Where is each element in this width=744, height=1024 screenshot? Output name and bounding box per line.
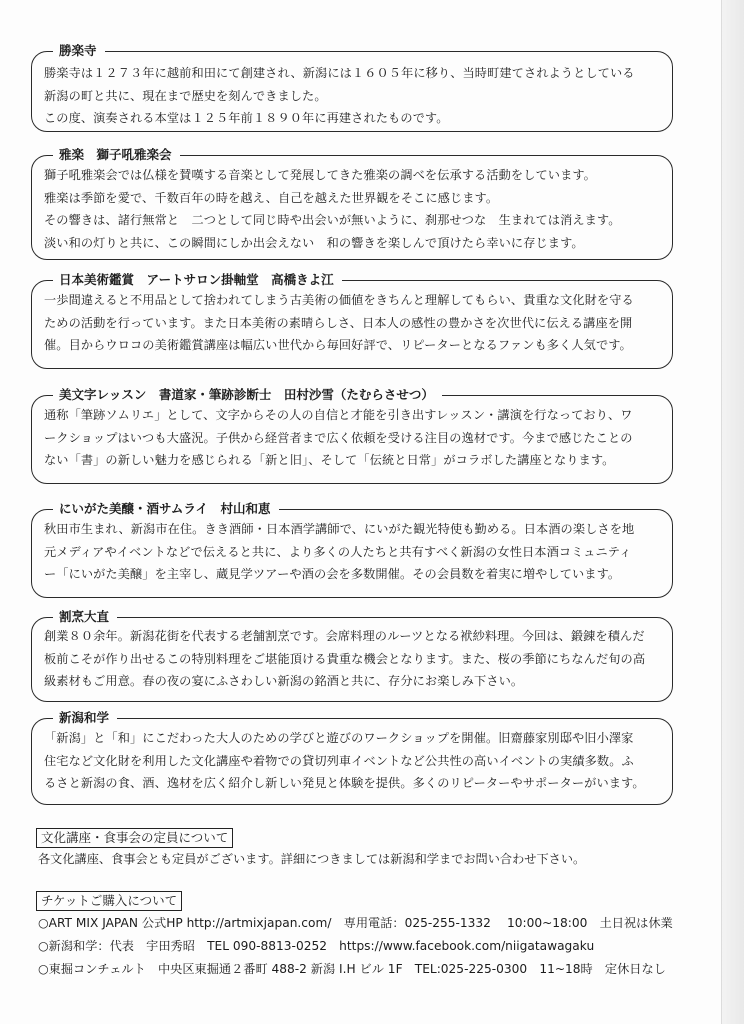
section-box: [31, 280, 673, 369]
capacity-heading: 文化講座・食事会の定員について: [36, 828, 233, 848]
section-text-line: 板前こそが作り出せるこの特別料理をご堪能頂ける貴重な機会となります。また、桜の季節にちなんだ旬の高: [44, 651, 646, 666]
section-text-line: 勝楽寺は１２７３年に越前和田にて創建され、新潟には１６０５年に移り、当時町建てされようとしている: [44, 66, 635, 80]
section-title: にいがた美醸・酒サムライ 村山和恵: [53, 500, 279, 518]
section-calligraphy: [31, 386, 673, 484]
tickets-heading: チケットご購入について: [36, 891, 182, 911]
section-text-line: その響きは、諸行無常と 二つとして同じ時や出会いが無いように、刹那せつな 生まれては消えます。: [44, 213, 621, 227]
section-title: 美文字レッスン 書道家・筆跡診断士 田村沙雪（たむらさせつ）: [53, 386, 442, 404]
section-text-line: 催。目からウロコの美術鑑賞講座は幅広い世代から毎回好評で、リピーターとなるファンも多く人気です。: [44, 338, 632, 352]
ticket-line-concerto: ○東掘コンチェルト 中央区東掘通２番町 488-2 新潟 I.H ビル 1F TEL:025-225-0300 11~18時 定休日なし: [38, 962, 666, 976]
section-box: [31, 155, 673, 260]
section-text-line: この度、演奏される本堂は１２５年前１８９０年に再建されたものです。: [44, 111, 449, 125]
section-text-line: 級素材もご用意。春の夜の宴にふさわしい新潟の銘酒と共に、存分にお楽しみ下さい。: [44, 674, 524, 688]
ticket-line-artmix: ○ART MIX JAPAN 公式HP http://artmixjapan.com/ 専用電話：025-255-1332 10:00~18:00 土日祝は休業: [38, 916, 673, 930]
section-title: 日本美術鑑賞 アートサロン掛軸堂 高橋きよ江: [53, 271, 342, 289]
section-text-line: 秋田市生まれ、新潟市在住。きき酒師・日本酒学講師で、にいがた観光特使も勤める。日本酒の楽しさを地: [44, 522, 635, 536]
section-text-line: 通称「筆跡ソムリエ」として、文字からその人の自信と才能を引き出すレッスン・講演を行なっており、ワ: [44, 408, 633, 422]
section-title: 割烹大直: [53, 608, 117, 626]
section-text-line: ない「書」の新しい魅力を感じられる「新と旧」、そして「伝統と日常」がコラボした講座となります。: [44, 453, 615, 467]
paper-edge: [721, 0, 744, 1024]
section-box: [31, 51, 673, 132]
section-art-salon: [31, 271, 673, 369]
section-text-line: 「新潟」と「和」にこだわった大人のための学びと遊びのワークショップを開催。旧齋藤家別邸や旧小澤家: [44, 731, 634, 745]
section-text-line: 元メディアやイベントなどで伝えると共に、より多くの人たちと共有すべく新潟の女性日本酒コミュニティ: [44, 544, 632, 559]
section-niigata-bijou: [31, 500, 673, 598]
section-title: 勝楽寺: [53, 42, 105, 60]
section-text-line: 創業８０余年。新潟花街を代表する老舗割烹です。会席料理のルーツとなる袱紗料理。今回は、鍛錬を積んだ: [44, 629, 645, 643]
section-text-line: 雅楽は季節を愛で、千数百年の時を越え、自己を越えた世界観をそこに感じます。: [44, 190, 499, 205]
section-title: 雅楽 獅子吼雅楽会: [53, 146, 180, 164]
ticket-line-wagaku: ○新潟和学：代表 宇田秀昭 TEL 090-8813-0252 https://www.facebook.com/niigatawagaku: [38, 939, 595, 953]
section-niigata-wagaku: [31, 709, 673, 805]
section-shourakuji: [31, 42, 673, 132]
section-box: [31, 617, 673, 702]
section-text-line: ー「にいがた美醸」を主宰し、蔵見学ツアーや酒の会を多数開催。その会員数を着実に増やしています。: [44, 567, 621, 581]
section-text-line: ための活動を行っています。また日本美術の素晴らしさ、日本人の感性の豊かさを次世代に伝える講座を開: [44, 315, 633, 330]
section-text-line: 一歩間違えると不用品として捨われてしまう古美術の価値をきちんと理解してもらい、貴重な文化財を守る: [44, 293, 634, 307]
section-text-line: 淡い和の灯りと共に、この瞬間にしか出会えない 和の響きを楽しんで頂けたら幸いに存じます。: [44, 235, 584, 250]
section-text-line: るさと新潟の食、酒、逸材を広く紹介し新しい発見と体験を提供。多くのリピーターやサポーターがいます。: [44, 776, 645, 790]
section-text-line: 新潟の町と共に、現在まで歴史を刻んできました。: [44, 88, 327, 103]
section-gagaku: [31, 146, 673, 260]
section-box: [31, 509, 673, 598]
capacity-text: 各文化講座、食事会とも定員がございます。詳細につきましては新潟和学までお問い合わせ下さい。: [38, 852, 586, 866]
section-box: [31, 718, 673, 805]
section-text-line: ークショップはいつも大盛況。子供から経営者まで広く依頼を受ける注目の逸材です。今まで感じたことの: [44, 430, 633, 445]
section-text-line: 住宅など文化財を利用した文化講座や着物での貸切列車イベントなど公共性の高いイベントの実績多数。ふ: [44, 753, 634, 768]
section-title: 新潟和学: [53, 709, 117, 727]
section-box: [31, 395, 673, 484]
section-kappou-oonao: [31, 608, 673, 702]
section-text-line: 獅子吼雅楽会では仏様を賛嘆する音楽として発展してきた雅楽の調べを伝承する活動をしています。: [44, 168, 596, 182]
